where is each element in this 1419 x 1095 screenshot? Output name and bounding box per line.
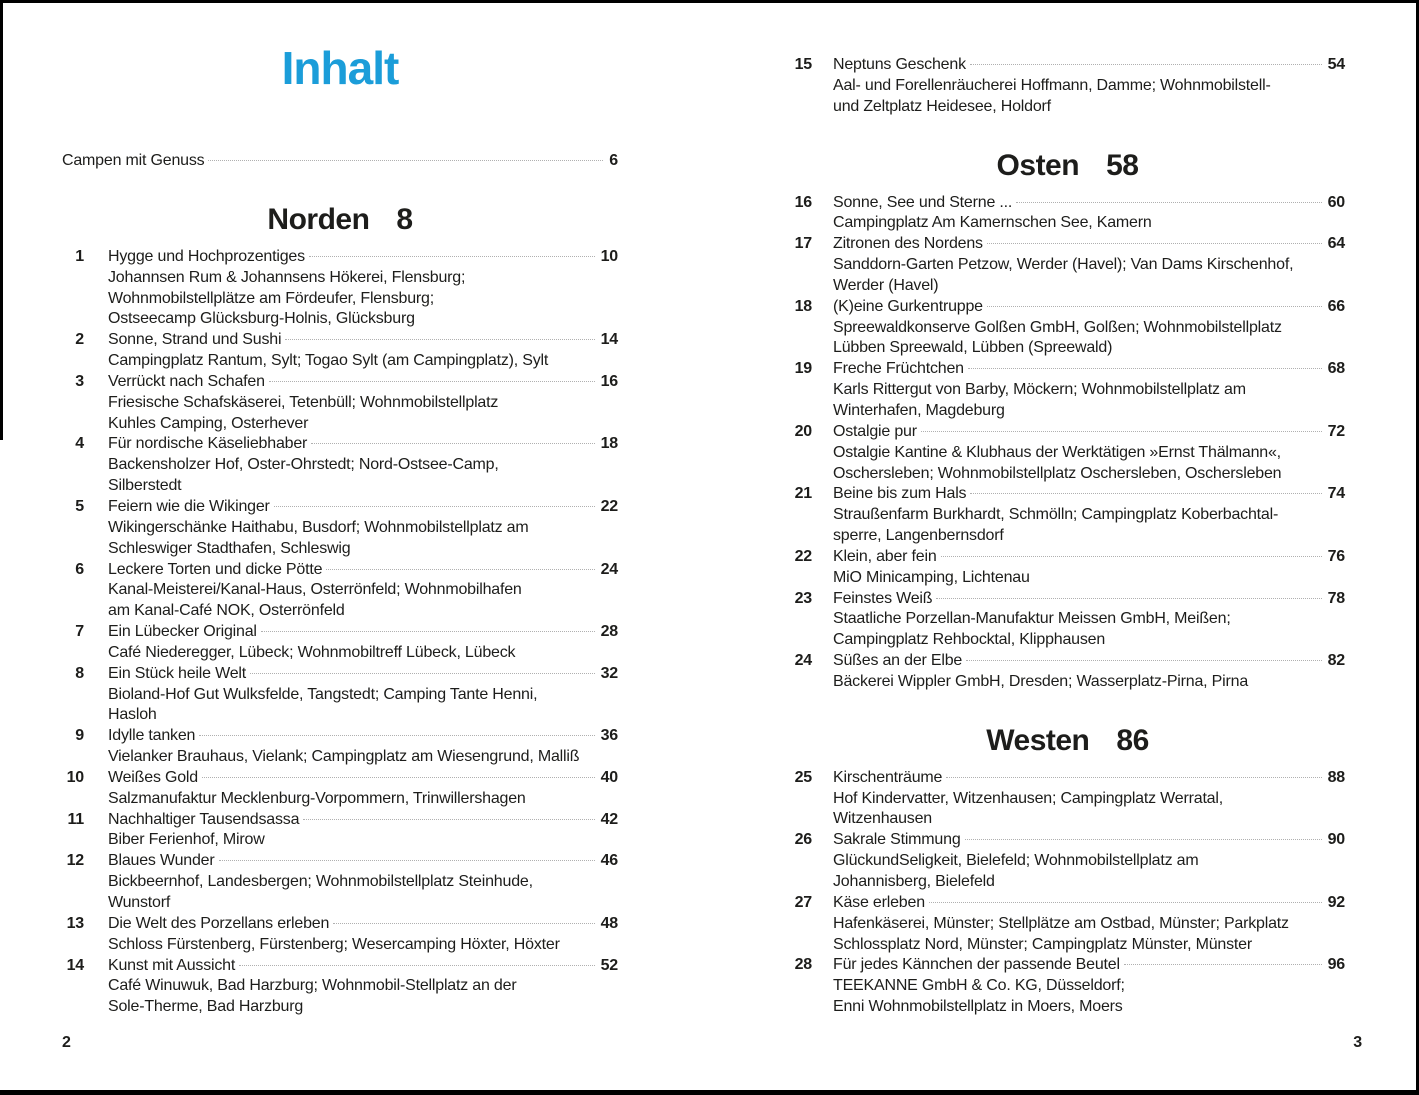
toc-entry (62, 914, 618, 956)
entry-description-line: Hafenkäserei, Münster; Stellplätze am Ostbad, Münster; Parkplatz (833, 914, 1289, 932)
entry-content (108, 768, 618, 810)
entry-number: 10 (66, 768, 84, 786)
entry-title: Klein, aber fein (833, 547, 937, 565)
entry-description-line: Café Winuwuk, Bad Harzburg; Wohnmobil-Stellplatz an der (108, 977, 517, 995)
entry-description-line: Sanddorn-Garten Petzow, Werder (Havel); Van Dams Kirschenhof, (833, 256, 1294, 274)
toc-entry (62, 247, 618, 330)
entry-page-number: 32 (600, 664, 618, 682)
entry-description-line: Johannsen Rum & Johannsens Hökerei, Flensburg; (108, 268, 466, 286)
entry-number: 12 (66, 852, 84, 870)
entry-title: Sonne, See und Sterne ... (833, 193, 1013, 211)
entry-title: Leckere Torten und dicke Pötte (108, 560, 323, 578)
entry-content (108, 372, 618, 435)
entry-title: Kirschenträume (833, 768, 943, 786)
entry-page-number: 64 (1327, 235, 1345, 253)
entry-page-number: 40 (600, 768, 618, 786)
toc-entry (790, 955, 1345, 1018)
entry-description-line: TEEKANNE GmbH & Co. KG, Düsseldorf; (833, 977, 1125, 995)
entry-title: Blaues Wunder (108, 852, 215, 870)
entry-description-line: und Zeltplatz Heidesee, Holdorf (833, 97, 1051, 115)
entry-title-line (108, 372, 618, 393)
entry-number: 26 (794, 831, 812, 849)
entry-page-number: 60 (1327, 193, 1345, 211)
entry-title: Ein Lübecker Original (108, 623, 257, 641)
entry-description-line: Kuhles Camping, Osterhever (108, 414, 309, 432)
entry-page-number: 46 (600, 852, 618, 870)
toc-entry (790, 297, 1345, 360)
entry-title-line (833, 484, 1345, 505)
entry-description-line: Johannisberg, Bielefeld (833, 873, 995, 890)
toc-entries-norden-continued (790, 55, 1345, 118)
entry-content (833, 893, 1345, 956)
page-number-left: 2 (62, 1034, 71, 1051)
entry-title-line (108, 914, 618, 935)
entry-number: 27 (794, 893, 812, 911)
entry-number: 19 (794, 360, 812, 378)
entry-title: Campen mit Genuss (62, 152, 205, 169)
entry-description-line: MiO Minicamping, Lichtenau (833, 568, 1030, 586)
entry-description-line: Sole-Therme, Bad Harzburg (108, 998, 304, 1016)
entry-number: 4 (75, 435, 84, 453)
toc-entry-intro (62, 151, 618, 172)
entry-number: 14 (66, 956, 84, 974)
entry-page-number: 48 (600, 914, 618, 932)
scan-border-left (0, 0, 3, 440)
entry-number: 21 (794, 485, 812, 503)
entry-title-line (108, 664, 618, 685)
toc-title: Inhalt (281, 42, 399, 94)
entry-title-line (833, 830, 1345, 851)
entry-page-number: 68 (1327, 360, 1345, 378)
entry-page-number: 88 (1327, 768, 1345, 786)
entry-title-line (108, 726, 618, 747)
entry-content (833, 651, 1345, 693)
toc-entry (62, 622, 618, 664)
entry-title: Für nordische Käseliebhaber (108, 435, 308, 453)
entry-title-line (833, 297, 1345, 318)
entry-description-line: am Kanal-Café NOK, Osterrönfeld (108, 602, 345, 620)
entry-title: Hygge und Hochprozentiges (108, 247, 305, 265)
entry-title-line (108, 956, 618, 977)
section-name: Westen (986, 723, 1090, 757)
entry-content (108, 914, 618, 956)
entry-number: 16 (794, 193, 812, 211)
toc-entry (62, 330, 618, 372)
entry-page-number: 28 (600, 623, 618, 641)
entry-description-line: Aal- und Forellenräucherei Hoffmann, Damme; Wohnmobilstell- (833, 76, 1271, 94)
entry-title-line (108, 560, 618, 581)
entry-title-line (108, 851, 618, 872)
entry-number: 22 (794, 547, 812, 565)
entry-page-number: 96 (1327, 956, 1345, 974)
entry-description-line: Enni Wohnmobilstellplatz in Moers, Moers (833, 998, 1123, 1016)
entry-number: 3 (75, 372, 84, 390)
entry-description-line: Wikingerschänke Haithabu, Busdorf; Wohnmobilstellplatz am (108, 518, 529, 536)
entry-page-number: 10 (600, 247, 618, 265)
section-name: Norden (267, 202, 370, 236)
toc-entry (62, 372, 618, 435)
entry-page-number: 52 (600, 956, 618, 974)
page-right (790, 0, 1345, 1095)
entry-page-number: 92 (1327, 893, 1345, 911)
toc-entry (790, 547, 1345, 589)
entry-description-line: Hasloh (108, 706, 157, 724)
entry-title-line (833, 193, 1345, 214)
entry-title-line (108, 434, 618, 455)
entry-description-line: Witzenhausen (833, 810, 932, 828)
toc-entry (790, 234, 1345, 297)
toc-entry (62, 560, 618, 623)
entry-number: 8 (75, 664, 84, 682)
entry-description-line: Karls Rittergut von Barby, Möckern; Wohnmobilstellplatz am (833, 381, 1246, 399)
entry-content (833, 193, 1345, 235)
entry-number: 20 (794, 422, 812, 440)
entry-number: 2 (75, 331, 84, 349)
entry-page-number: 74 (1327, 485, 1345, 503)
entry-description-line: Winterhafen, Magdeburg (833, 401, 1005, 419)
page-left (62, 0, 618, 1095)
section-heading-norden (62, 202, 618, 238)
entry-title: Nachhaltiger Tausendsassa (108, 810, 300, 828)
entry-page-number: 72 (1327, 422, 1345, 440)
entry-title: Ostalgie pur (833, 422, 917, 440)
entry-number: 23 (794, 589, 812, 607)
entry-description-line: Wunstorf (108, 894, 171, 911)
entry-title-line (833, 422, 1345, 443)
entry-description-line: Schloss Fürstenberg, Fürstenberg; Wesercamping Höxter, Höxter (108, 935, 560, 953)
entry-title-line (833, 589, 1345, 610)
toc-entry (62, 956, 618, 1019)
entry-number: 24 (794, 652, 812, 670)
toc-entry (62, 768, 618, 810)
entry-title: Feiern wie die Wikinger (108, 497, 270, 515)
entry-title-line (833, 651, 1345, 672)
toc-entry (790, 651, 1345, 693)
entry-number: 9 (75, 727, 84, 745)
entry-page-number: 14 (600, 331, 618, 349)
entry-content (108, 622, 618, 664)
toc-entry (62, 434, 618, 497)
entry-description-line: Silberstedt (108, 477, 182, 495)
entry-title-line (108, 247, 618, 268)
entry-title-line (833, 234, 1345, 255)
entry-title-line (108, 497, 618, 518)
entry-description-line: Bickbeernhof, Landesbergen; Wohnmobilstellplatz Steinhude, (108, 873, 533, 891)
entry-content (108, 560, 618, 623)
toc-entry (790, 55, 1345, 118)
entry-description-line: Bäckerei Wippler GmbH, Dresden; Wasserplatz-Pirna, Pirna (833, 672, 1249, 690)
entry-description-line: Schlossplatz Nord, Münster; Campingplatz Münster, Münster (833, 935, 1252, 953)
entry-content (833, 297, 1345, 360)
toc-entry (790, 589, 1345, 652)
toc-entry (62, 810, 618, 852)
entry-description-line: Lübben Spreewald, Lübben (Spreewald) (833, 339, 1113, 357)
entry-title-line (108, 622, 618, 643)
entry-title-line (833, 893, 1345, 914)
entry-description-line: Campingplatz Rantum, Sylt; Togao Sylt (am Campingplatz), Sylt (108, 352, 549, 370)
toc-entries-osten (790, 193, 1345, 693)
entry-title: Käse erleben (833, 893, 925, 911)
entry-content (833, 955, 1345, 1018)
entry-title-line (833, 359, 1345, 380)
toc-entry (62, 726, 618, 768)
entry-content (833, 768, 1345, 831)
entry-title-line (833, 55, 1345, 76)
entry-page-number: 90 (1327, 831, 1345, 849)
entry-title: Sonne, Strand und Sushi (108, 331, 282, 349)
entry-content (833, 484, 1345, 547)
toc-entry (790, 893, 1345, 956)
entry-number: 18 (794, 297, 812, 315)
entry-title: Süßes an der Elbe (833, 652, 963, 670)
entry-number: 1 (75, 247, 84, 265)
entry-title-line (108, 330, 618, 351)
entry-description-line: Straußenfarm Burkhardt, Schmölln; Campingplatz Koberbachtal- (833, 506, 1279, 524)
section-name: Osten (996, 148, 1080, 182)
entry-number: 15 (794, 56, 812, 73)
entry-page-number: 18 (600, 435, 618, 453)
entry-description-line: GlückundSeligkeit, Bielefeld; Wohnmobilstellplatz am (833, 852, 1199, 870)
entry-page-number: 66 (1327, 297, 1345, 315)
entry-title: Die Welt des Porzellans erleben (108, 914, 330, 932)
entry-title-line (108, 768, 618, 789)
entry-page-number: 76 (1327, 547, 1345, 565)
entry-title: Kunst mit Aussicht (108, 956, 236, 974)
entry-description-line: Staatliche Porzellan-Manufaktur Meissen GmbH, Meißen; (833, 610, 1231, 628)
entry-title: Zitronen des Nordens (833, 235, 983, 253)
entry-page-number: 6 (609, 152, 618, 169)
entry-number: 17 (794, 235, 812, 253)
entry-content (108, 330, 618, 372)
entry-content (833, 55, 1345, 118)
entry-content (833, 547, 1345, 589)
entry-description-line: Vielanker Brauhaus, Vielank; Campingplatz am Wiesengrund, Malliß (108, 748, 580, 766)
entry-page-number: 22 (600, 497, 618, 515)
toc-entry (790, 830, 1345, 893)
entry-content (833, 830, 1345, 893)
entry-content (108, 664, 618, 727)
toc-entry (62, 851, 618, 914)
toc-entries-westen (790, 768, 1345, 1018)
section-heading-osten (790, 148, 1345, 184)
toc-entry (790, 422, 1345, 485)
entry-description-line: Backensholzer Hof, Oster-Ohrstedt; Nord-Ostsee-Camp, (108, 456, 499, 474)
toc-entry (62, 664, 618, 727)
entry-content (833, 589, 1345, 652)
entry-description-line: Bioland-Hof Gut Wulksfelde, Tangstedt; Camping Tante Henni, (108, 685, 538, 703)
entry-content (108, 726, 618, 768)
entry-description-line: Café Niederegger, Lübeck; Wohnmobiltreff Lübeck, Lübeck (108, 643, 516, 661)
entry-content (108, 810, 618, 852)
entry-description-line: sperre, Langenbernsdorf (833, 527, 1004, 545)
entry-description-line: Wohnmobilstellplätze am Fördeufer, Flensburg; (108, 289, 434, 307)
entry-description-line: Schleswiger Stadthafen, Schleswig (108, 539, 351, 557)
entry-title: Freche Früchtchen (833, 360, 964, 378)
entry-content (108, 434, 618, 497)
entry-description-line: Campingplatz Rehbocktal, Klipphausen (833, 631, 1106, 649)
entry-page-number: 78 (1327, 589, 1345, 607)
entry-content (108, 497, 618, 560)
entry-title-line (833, 955, 1345, 976)
entry-description-line: Campingplatz Am Kamernschen See, Kamern (833, 214, 1152, 232)
toc-entry (790, 768, 1345, 831)
entry-page-number: 24 (600, 560, 618, 578)
entry-title: Neptuns Geschenk (833, 56, 966, 73)
entry-title-line (833, 547, 1345, 568)
entry-page-number: 36 (600, 727, 618, 745)
toc-entry (790, 193, 1345, 235)
entry-content (833, 234, 1345, 297)
entry-title: Verrückt nach Schafen (108, 372, 265, 390)
entry-title: (K)eine Gurkentruppe (833, 297, 983, 315)
entry-description-line: Friesische Schafskäserei, Tetenbüll; Wohnmobilstellplatz (108, 393, 499, 411)
entry-page-number: 82 (1327, 652, 1345, 670)
page-number-right: 3 (1353, 1034, 1362, 1051)
entry-number: 11 (67, 810, 84, 828)
entry-page-number: 16 (600, 372, 618, 390)
entry-number: 25 (794, 768, 812, 786)
entry-title: Für jedes Kännchen der passende Beutel (833, 956, 1120, 974)
entry-title-line (833, 768, 1345, 789)
toc-entry (790, 359, 1345, 422)
entry-page-number: 42 (600, 810, 618, 828)
entry-description-line: Salzmanufaktur Mecklenburg-Vorpommern, Trinwillershagen (108, 789, 526, 807)
entry-description-line: Spreewaldkonserve Golßen GmbH, Golßen; Wohnmobilstellplatz (833, 318, 1282, 336)
toc-entry (62, 497, 618, 560)
entry-content (108, 851, 618, 914)
entry-description-line: Ostalgie Kantine & Klubhaus der Werktätigen »Ernst Thälmann«, (833, 443, 1281, 461)
entry-number: 28 (794, 956, 812, 974)
entry-number: 7 (75, 623, 84, 641)
entry-title: Feinstes Weiß (833, 589, 933, 607)
entry-description-line: Hof Kindervatter, Witzenhausen; Campingplatz Werratal, (833, 789, 1223, 807)
entry-number: 5 (75, 497, 84, 515)
entry-title: Sakrale Stimmung (833, 831, 961, 849)
entry-description-line: Biber Ferienhof, Mirow (108, 831, 265, 849)
section-page-number: 58 (1106, 148, 1139, 182)
entry-description-line: Ostseecamp Glücksburg-Holnis, Glücksburg (108, 310, 415, 328)
toc-entry (790, 484, 1345, 547)
entry-content (108, 247, 618, 330)
entry-content (108, 956, 618, 1019)
entry-description-line: Oschersleben; Wohnmobilstellplatz Oschersleben, Oschersleben (833, 464, 1282, 482)
entry-title-line (108, 810, 618, 831)
entry-number: 13 (66, 914, 84, 932)
entry-description-line: Werder (Havel) (833, 276, 939, 294)
section-heading-westen (790, 723, 1345, 759)
section-page-number: 8 (396, 202, 413, 236)
entry-title: Beine bis zum Hals (833, 485, 967, 503)
entry-description-line: Kanal-Meisterei/Kanal-Haus, Osterrönfeld; Wohnmobilhafen (108, 581, 522, 599)
entry-content (833, 422, 1345, 485)
entry-title: Ein Stück heile Welt (108, 664, 246, 682)
section-page-number: 86 (1116, 723, 1149, 757)
entry-content (833, 359, 1345, 422)
entry-title: Idylle tanken (108, 727, 196, 745)
entry-title: Weißes Gold (108, 768, 198, 786)
entry-page-number: 54 (1327, 56, 1345, 73)
toc-entries-norden (62, 247, 618, 1018)
entry-number: 6 (75, 560, 84, 578)
